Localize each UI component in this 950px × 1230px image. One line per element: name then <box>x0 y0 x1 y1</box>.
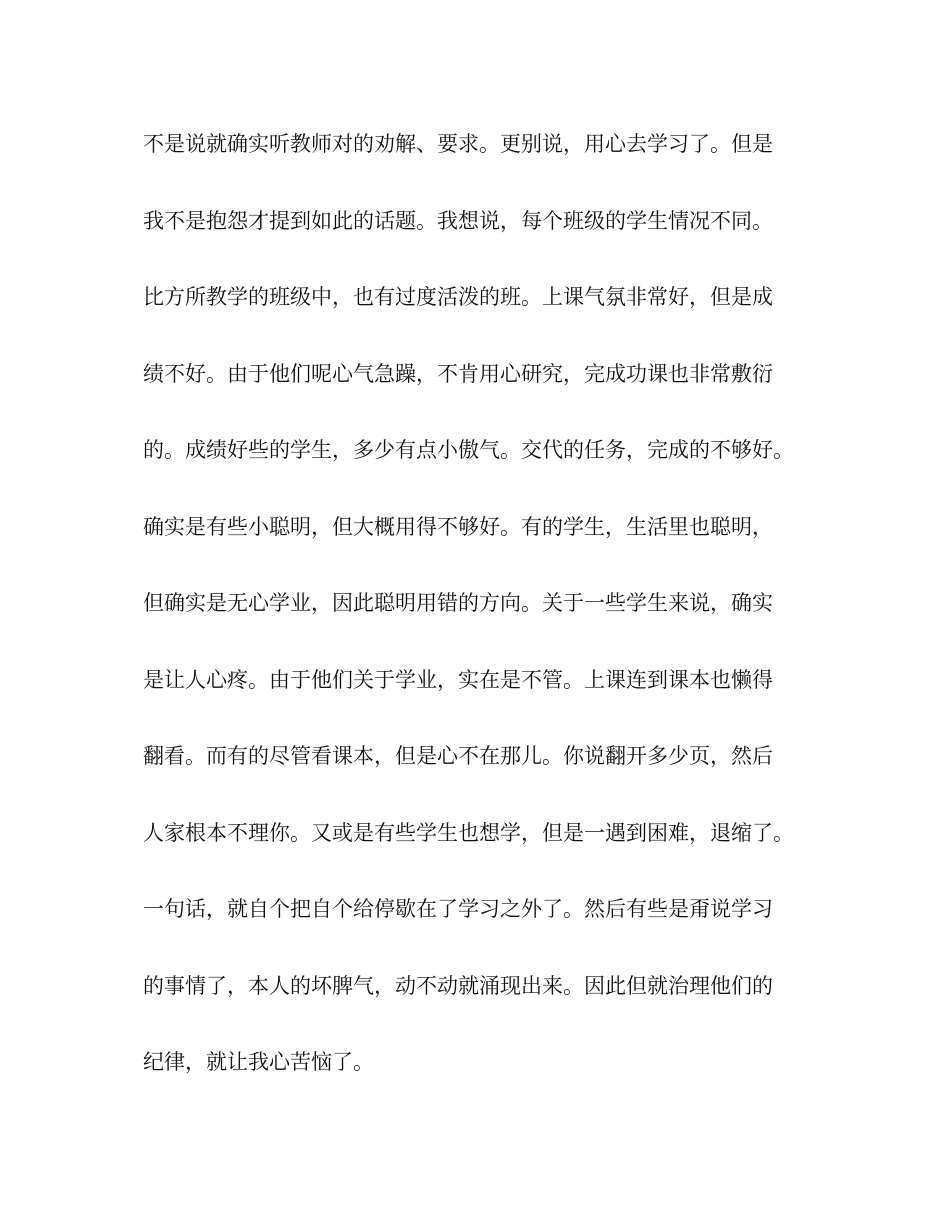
text-line-4: 绩不好。由于他们呢心气急躁，不肯用心研究，完成功课也非常敷衍 <box>143 361 773 386</box>
body-text <box>143 128 843 1123</box>
text-line-3: 比方所教学的班级中，也有过度活泼的班。上课气氛非常好，但是成 <box>143 285 773 309</box>
text-line-10: 人家根本不理你。又或是有些学生也想学，但是一遇到困难，退缩了。 <box>143 820 794 845</box>
text-line-2: 我不是抱怨才提到如此的话题。我想说，每个班级的学生情况不同。 <box>143 208 773 233</box>
text-line-7: 但确实是无心学业，因此聪明用错的方向。关于一些学生来说，确实 <box>143 591 773 615</box>
text-line-1: 不是说就确实听教师对的劝解、要求。更别说，用心去学习了。但是 <box>143 132 773 156</box>
text-line-6: 确实是有些小聪明，但大概用得不够好。有的学生，生活里也聪明， <box>143 514 773 539</box>
text-line-8: 是让人心疼。由于他们关于学业，实在是不管。上课连到课本也懒得 <box>143 667 773 692</box>
text-line-11: 一句话，就自个把自个给停歇在了学习之外了。然后有些是甭说学习 <box>143 897 773 921</box>
text-line-12: 的事情了，本人的坏脾气，动不动就涌现出来。因此但就治理他们的 <box>143 973 773 998</box>
text-line-5: 的。成绩好些的学生，多少有点小傲气。交代的任务，完成的不够好。 <box>143 438 794 462</box>
text-line-13: 纪律，就让我心苦恼了。 <box>143 1050 374 1074</box>
text-line-9: 翻看。而有的尽管看课本，但是心不在那儿。你说翻开多少页，然后 <box>143 744 773 768</box>
